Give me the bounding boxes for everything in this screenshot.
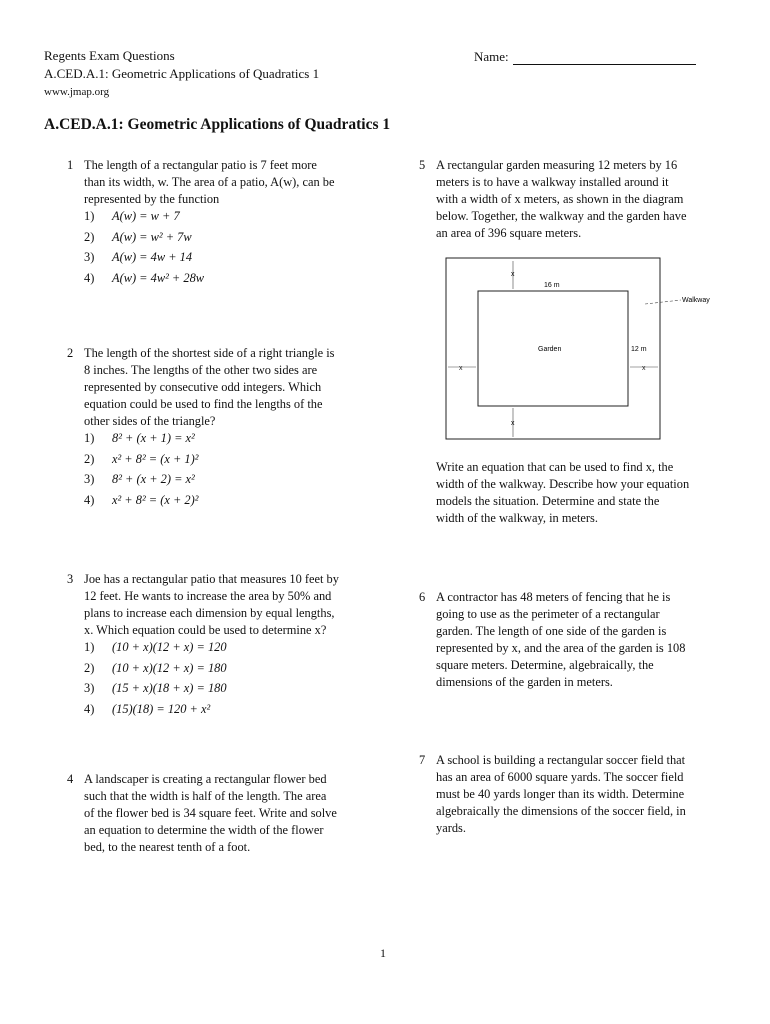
choice-label: 3)	[84, 472, 95, 486]
question-line: The length of a rectangular patio is 7 feet more	[84, 158, 317, 172]
question-line: A school is building a rectangular soccer field that	[436, 753, 686, 767]
choice-value: (10 + x)(12 + x) = 120	[112, 640, 227, 654]
choice-label: 1)	[84, 640, 95, 654]
question-number: 4	[67, 772, 74, 786]
question-number: 5	[419, 158, 426, 172]
choice-label: 1)	[84, 431, 95, 445]
question-text	[84, 771, 337, 856]
question-line: bed, to the nearest tenth of a foot.	[84, 840, 251, 854]
choice-value: 8² + (x + 2) = x²	[112, 472, 195, 486]
question-line: dimensions of the garden in meters.	[436, 675, 613, 689]
question-text	[84, 345, 335, 430]
question-line: algebraically the dimensions of the soccer field, in	[436, 804, 686, 818]
header-course-title: Regents Exam Questions	[44, 48, 175, 63]
walkway-garden-diagram	[445, 257, 745, 440]
choice-value: x² + 8² = (x + 1)²	[112, 451, 199, 466]
choice-label: 2)	[84, 660, 95, 675]
garden-width-label: 12 m	[631, 346, 647, 353]
garden-label: Garden	[538, 346, 562, 353]
question-line: yards.	[436, 821, 466, 835]
question-line: going to use as the perimeter of a rectangular	[436, 607, 660, 621]
walkway-label: Walkway	[682, 297, 710, 304]
question-text	[436, 589, 685, 691]
question-line: of the flower bed is 34 square feet. Write and solve	[84, 806, 337, 820]
question-text	[84, 157, 335, 208]
question-number: 6	[419, 590, 426, 604]
choice-label: 3)	[84, 250, 95, 264]
question-number: 7	[419, 753, 426, 767]
question-line: other sides of the triangle?	[84, 414, 216, 428]
question-line: models the situation. Determine and state the	[436, 494, 660, 508]
choice-label: 3)	[84, 681, 95, 695]
question-line: below. Together, the walkway and the garden have	[436, 209, 687, 223]
page-title: A.CED.A.1: Geometric Applications of Quadratics 1	[44, 116, 391, 133]
question-line: such that the width is half of the length. The area	[84, 789, 327, 803]
question-line: represented by x, and the area of the garden is 108	[436, 641, 686, 655]
choice-label: 2)	[84, 451, 95, 466]
walkway-pointer-line	[645, 300, 681, 304]
header-site: www.jmap.org	[44, 86, 110, 98]
question-line: has an area of 6000 square yards. The soccer field	[436, 770, 684, 784]
choice-label: 1)	[84, 209, 95, 223]
name-field[interactable]	[474, 48, 696, 65]
choice-label: 4)	[84, 492, 95, 507]
choice-value: 8² + (x + 1) = x²	[112, 431, 195, 445]
question-line: square meters. Determine, algebraically, the	[436, 658, 654, 672]
question-line: represented by the function	[84, 192, 220, 206]
header-topic: A.CED.A.1: Geometric Applications of Quadratics 1	[44, 66, 320, 81]
question-text	[436, 157, 687, 242]
question-line: with a width of x meters, as shown in the diagram	[436, 192, 684, 206]
question-line: Joe has a rectangular patio that measures 10 feet by	[84, 572, 339, 586]
choice-value: A(w) = 4w + 14	[112, 250, 193, 264]
question-line: A landscaper is creating a rectangular flower bed	[84, 772, 327, 786]
question-number: 2	[67, 346, 74, 360]
top-x-label: x	[511, 271, 515, 278]
page-number: 1	[380, 946, 386, 960]
question-number: 1	[67, 158, 74, 172]
question-line: equation could be used to find the lengths of the	[84, 397, 323, 411]
bottom-x-label: x	[511, 420, 515, 427]
question-line: an area of 396 square meters.	[436, 226, 582, 240]
name-label: Name:	[474, 49, 509, 64]
question-line: width of the walkway. Describe how your equation	[436, 477, 690, 491]
choice-value: x² + 8² = (x + 2)²	[112, 492, 199, 507]
question-line: meters is to have a walkway installed around it	[436, 175, 669, 189]
question-line: The length of the shortest side of a right triangle is	[84, 346, 335, 360]
question-text	[84, 571, 339, 639]
choice-label: 4)	[84, 701, 95, 716]
garden-length-label: 16 m	[544, 282, 560, 289]
choice-value: (15 + x)(18 + x) = 180	[112, 681, 227, 695]
question-line: 8 inches. The lengths of the other two sides are	[84, 363, 318, 377]
question-line: must be 40 yards longer than its width. Determine	[436, 787, 685, 801]
right-x-label: x	[642, 365, 646, 372]
choice-value: (10 + x)(12 + x) = 180	[112, 660, 227, 675]
question-line: represented by consecutive odd integers. Which	[84, 380, 322, 394]
choice-label: 2)	[84, 229, 95, 244]
question-line: an equation to determine the width of the flower	[84, 823, 324, 837]
question-line: plans to increase each dimension by equal lengths,	[84, 606, 335, 620]
question-line: A rectangular garden measuring 12 meters by 16	[436, 158, 678, 172]
question-number: 3	[67, 572, 74, 586]
question-line: A contractor has 48 meters of fencing that he is	[436, 590, 671, 604]
question-line: width of the walkway, in meters.	[436, 511, 598, 525]
question-line: garden. The length of one side of the garden is	[436, 624, 667, 638]
name-blank-line[interactable]	[513, 51, 696, 65]
choice-value: A(w) = w² + 7w	[112, 229, 192, 244]
question-line: than its width, w. The area of a patio, A(w), can be	[84, 175, 335, 189]
question-text	[436, 752, 686, 837]
left-x-label: x	[459, 365, 463, 372]
question-line: x. Which equation could be used to determine x?	[84, 623, 327, 637]
choice-value: A(w) = 4w² + 28w	[112, 270, 205, 285]
choice-value: A(w) = w + 7	[112, 209, 180, 223]
choice-value: (15)(18) = 120 + x²	[112, 701, 211, 716]
question-text	[436, 459, 689, 527]
question-line: 12 feet. He wants to increase the area by 50% and	[84, 589, 332, 603]
choice-label: 4)	[84, 270, 95, 285]
question-line: Write an equation that can be used to find x, the	[436, 460, 674, 474]
